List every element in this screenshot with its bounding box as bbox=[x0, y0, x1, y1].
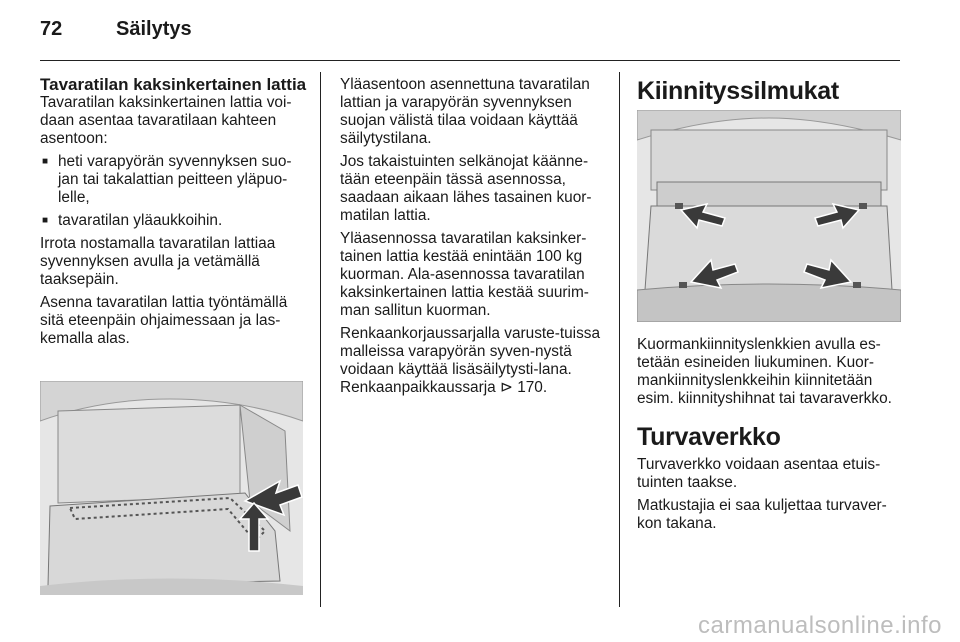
watermark: carmanualsonline.info bbox=[698, 612, 942, 639]
column-1 bbox=[40, 76, 308, 353]
col3-para-lashing: Kuormankiinnityslenkkien avulla es-tetään esineiden liukuminen. Kuor-mankiinnityslenkkeihin kiinnitetään esim. kiinnityshihnat tai tavaraverkko. bbox=[637, 336, 892, 407]
col1-para-install: Asenna tavaratilan lattia työntämällä sitä eteenpäin ohjaimessaan ja las-kemalla alas. bbox=[40, 294, 288, 347]
section-title: Säilytys bbox=[116, 18, 192, 40]
trunk-floor-photo bbox=[40, 381, 303, 595]
bullet-item: ■ heti varapyörän syvennyksen suo-jan tai takalattian peitteen yläpuo-lelle, bbox=[40, 153, 308, 207]
col2-para-storage: Yläasentoon asennettuna tavaratilan lattian ja varapyörän syvennyksen suojan välistä tilaa voidaan käyttää säilytystilana. bbox=[340, 76, 590, 147]
bullet-item: ■ tavaratilan yläaukkoihin. bbox=[40, 212, 308, 230]
col2-para-repair-kit: Renkaankorjaussarjalla varuste-tuissa malleissa varapyörän syven-nystä voidaan käyttää lisäsäilytysti-lana. Renkaanpaikkaussarja ⊳ 170. bbox=[340, 325, 601, 396]
column-divider-2 bbox=[619, 72, 620, 607]
page-number: 72 bbox=[40, 18, 63, 40]
header-rule bbox=[40, 60, 900, 61]
col2-para-seats: Jos takaistuinten selkänojat käänne-tään eteenpäin tässä asennossa, saadaan aikaan lähes tasainen kuor-matilan lattia. bbox=[340, 153, 592, 224]
col1-bullet-list bbox=[40, 153, 308, 230]
heading-double-floor: Tavaratilan kaksinkertainen lattia bbox=[40, 75, 307, 94]
column-3-lower bbox=[637, 336, 903, 538]
column-3 bbox=[637, 76, 903, 106]
col2-para-load: Yläasennossa tavaratilan kaksinker-tainen lattia kestää enintään 100 kg kuorman. Ala-asennossa tavaratilan kaksinkertainen lattia kestää suurim-man sallitun kuorman. bbox=[340, 230, 589, 319]
lashing-eyes-photo bbox=[637, 110, 901, 322]
col1-para-remove: Irrota nostamalla tavaratilan lattiaa syvennyksen avulla ja vetämällä taaksepäin. bbox=[40, 235, 276, 288]
heading-lashing-eyes: Kiinnityssilmukat bbox=[637, 77, 839, 105]
col3-para-net: Turvaverkko voidaan asentaa etuis-tuinten taakse. bbox=[637, 456, 881, 491]
heading-safety-net: Turvaverkko bbox=[637, 423, 781, 451]
column-2 bbox=[340, 76, 608, 402]
col3-para-passengers: Matkustajia ei saa kuljettaa turvaver-kon takana. bbox=[637, 497, 887, 532]
page-header bbox=[40, 18, 192, 48]
page-reference-icon: ⊳ bbox=[500, 379, 513, 396]
column-divider-1 bbox=[320, 72, 321, 607]
page-reference: 170. bbox=[517, 379, 548, 396]
col1-intro: Tavaratilan kaksinkertainen lattia voi-daan asentaa tavaratilaan kahteen asentoon: bbox=[40, 94, 292, 147]
